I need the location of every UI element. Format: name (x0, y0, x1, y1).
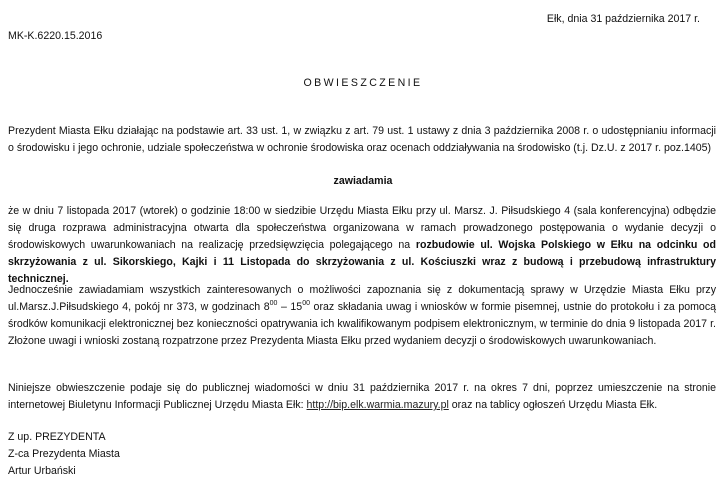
publication-text-start: Niniejsze obwieszczenie podaje się do publicznej wiadomości w dniu 31 października 2017 r. na okres 7 dni, poprzez umieszczenie na stronie internetowej Biuletynu Informacji Publicznej Urzędu Miasta Ełk: (8, 382, 716, 411)
intro-paragraph: Prezydent Miasta Ełku działając na podstawie art. 33 ust. 1, w związku z art. 79 ust. 1 ustawy z dnia 3 października 2008 r. o udostępnianiu informacji o środowisku i jego ochronie, udziale społeczeństwa w ochronie środowiska oraz ocenach oddziaływania na środowisko (t.j. Dz.U. z 2017 r. poz.1405) (8, 125, 716, 154)
access-text-start: Jednocześnie zawiadamiam wszystkich zainteresowanych o możliwości zapoznania się z dokumentacją sprawy w Urzędzie Miasta Ełku przy ul.Marsz.J.Piłsudskiego 4, pokój nr 373, w godzinach 8 (8, 284, 716, 313)
access-paragraph (8, 282, 716, 350)
signature-line-2: Z-ca Prezydenta Miasta (8, 448, 120, 460)
access-text-end: oraz składania uwag i wniosków w formie pisemnej, ustnie do protokołu i za pomocą środków komunikacji elektronicznej bez konieczności opatrywania ich kwalifikowanym podpisem elektronicznym, w terminie do dnia 9 listopada 2017 r. Złożone uwagi i wnioski zostaną rozpatrzone przez Prezydenta Miasta Ełku przed wydaniem decyzji o środowiskowych uwarunkowaniach. (8, 301, 717, 347)
reference-number: MK-K.6220.15.2016 (8, 30, 103, 42)
signature-block (8, 429, 120, 480)
hour-from-sup: 00 (269, 300, 278, 307)
hour-to-sup: 00 (302, 300, 310, 307)
announce-heading: zawiadamia (333, 175, 393, 187)
project-name: rozbudowie ul. Wojska Polskiego w Ełku na odcinku od skrzyżowania z ul. Sikorskiego, Kajki i 11 Listopada do skrzyżowania z ul. Kościuszki wraz z budową i przebudową infrastruktury technicznej. (8, 239, 716, 285)
hearing-paragraph (8, 203, 716, 288)
signature-line-1: Z up. PREZYDENTA (8, 431, 106, 443)
hearing-text: że w dniu 7 listopada 2017 (wtorek) o godzinie 18:00 w siedzibie Urzędu Miasta Ełku przy ul. Marsz. J. Piłsudskiego 4 (sala konferencyjna) odbędzie się druga rozprawa administracyjna otwarta dla społeczeństwa organizowana w ramach prowadzonego postępowania o wydanie decyzji o środowiskowych uwarunkowaniach na realizację przedsięwzięcia polegającego na (8, 205, 716, 251)
publication-text-end: oraz na tablicy ogłoszeń Urzędu Miasta Ełk. (448, 399, 658, 411)
document-title: OBWIESZCZENIE (303, 77, 423, 89)
publication-paragraph (8, 380, 716, 414)
bip-link[interactable]: http://bip.elk.warmia.mazury.pl (306, 399, 449, 411)
dateline: Ełk, dnia 31 października 2017 r. (546, 13, 700, 25)
hours-dash: – 15 (277, 301, 303, 313)
signature-name: Artur Urbański (8, 465, 76, 477)
